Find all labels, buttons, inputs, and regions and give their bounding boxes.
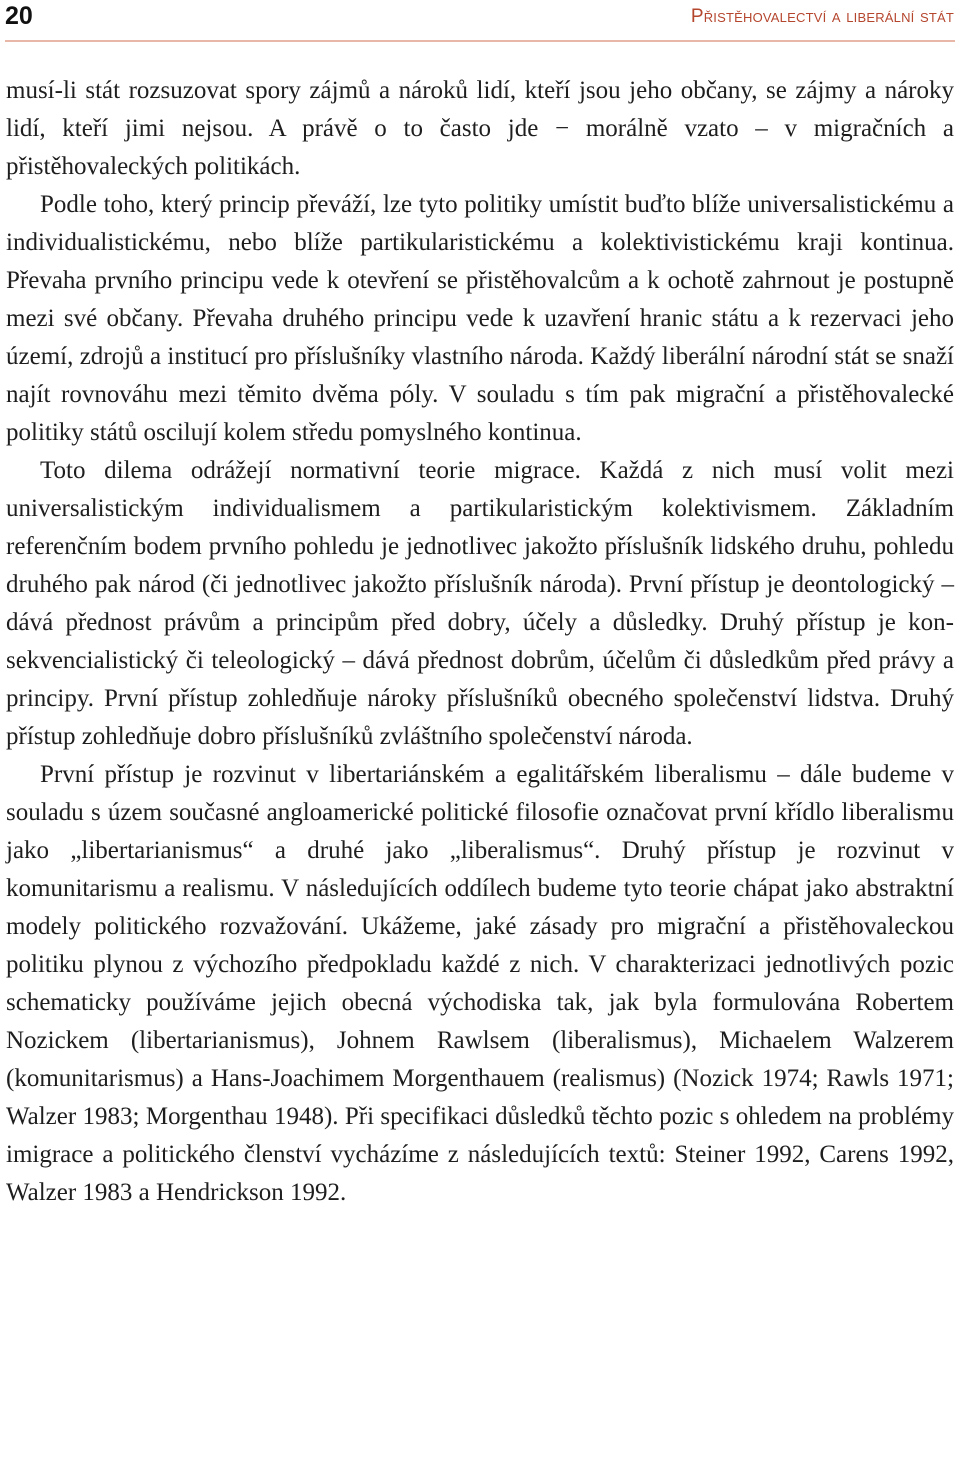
body-text (6, 72, 954, 1212)
paragraph-1: musí-li stát rozsuzovat spory zájmů a nároků lidí, kteří jsou jeho občany, se zájmy a nároky lidí, kteří jimi nejsou. A právě o to často jde − morálně vzato – v migračních a přistěhovaleckých politikách. (6, 77, 954, 180)
paragraph-4: První přístup je rozvinut v libertariánském a egalitářském liberalismu – dále budeme v souladu s územ současné angloamerické politické filosofie označovat první křídlo liberalismu jako „libertarianismus“ a druhé jako „liberalismus“. Druhý přístup je rozvinut v komunitarismu a realismu. V následujících oddílech budeme tyto teorie chápat jako abstraktní modely politického rozvažování. Ukážeme, jaké zásady pro migrační a přistěhovaleckou politiku plynou z výchozího předpokladu každé z nich. V charakterizaci jednotlivých pozic schematicky používáme jejich obecná východiska tak, jak byla formulována Robertem Nozickem (libertarianismus), Johnem Rawlsem (liberalismus), Michaelem Walzerem (komunitarismus) a Hans-Joachimem Morgenthauem (realismus) (Nozick 1974; Rawls 1971; Walzer 1983; Morgenthau 1948). Při specifikaci důsledků těchto pozic s ohledem na problémy imigrace a politického členství vycházíme z následujících textů: Steiner 1992, Carens 1992, Walzer 1983 a Hendrickson 1992. (6, 761, 954, 1206)
running-head: Přistěhovalectví a liberální stát (690, 6, 954, 27)
paragraph-2: Podle toho, který princip převáží, lze tyto politiky umístit buďto blíže universalistickému a individualistickému, nebo blíže partikularistickému a kolektivistickému kraji kontinua. Převaha prvního principu vede k otevření se přistěhovalcům a k ochotě zahrnout je postupně mezi své občany. Převaha druhého principu vede k uzavření hranic státu a k rezervaci jeho území, zdrojů a institucí pro příslušníky vlastního národa. Každý liberální národní stát se snaží najít rovnováhu mezi těmito dvěma póly. V souladu s tím pak migrační a přistěhovalecké politiky států oscilují kolem středu pomyslného kontinua. (6, 191, 954, 446)
page-number: 20 (5, 2, 33, 30)
page-header (0, 0, 960, 40)
paragraph-3: Toto dilema odrážejí normativní teorie migrace. Každá z nich musí volit mezi universalistickým individualismem a partikularistickým kolektivismem. Základním referenčním bodem prvního pohledu je jednotlivec jakožto příslušník lidského druhu, pohledu druhého pak národ (či jednotlivec jakožto příslušník národa). První přístup je deontologický – dává přednost právům a principům před dobry, účely a důsledky. Druhý přístup je konsekvencialistický či teleologický – dává přednost dobrům, účelům či důsledkům před právy a principy. První přístup zohledňuje nároky příslušníků obecného společenství lidstva. Druhý přístup zohledňuje dobro příslušníků zvláštního společenství národa. (6, 457, 954, 750)
header-rule (5, 40, 955, 42)
